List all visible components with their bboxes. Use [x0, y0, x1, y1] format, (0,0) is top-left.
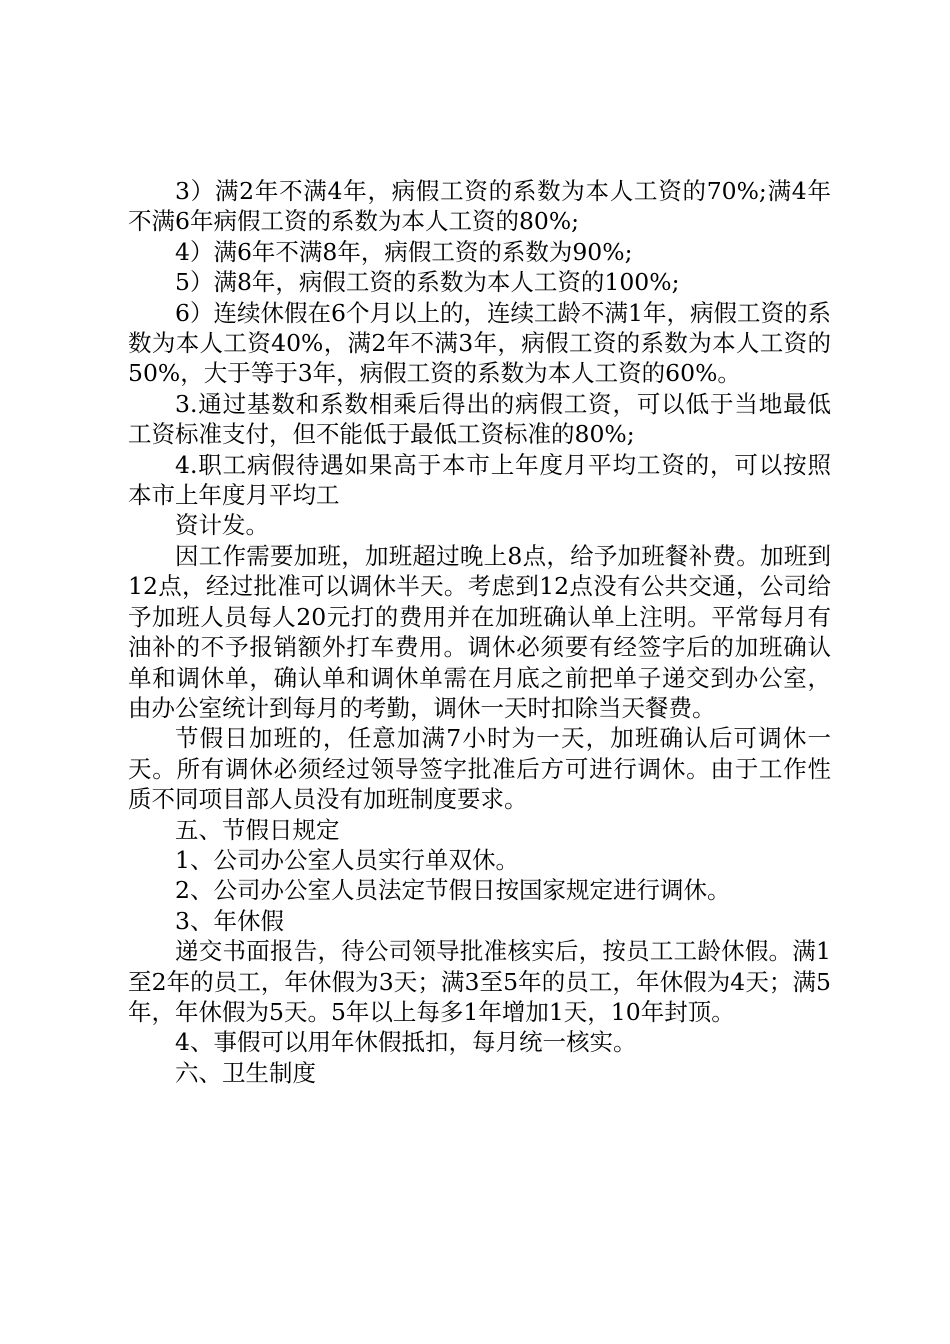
paragraph-average-wage: 4.职工病假待遇如果高于本市上年度月平均工资的，可以按照本市上年度月平均工 [128, 450, 831, 510]
paragraph-holiday-2: 2、公司办公室人员法定节假日按国家规定进行调休。 [175, 876, 731, 905]
paragraph-holiday-overtime: 节假日加班的，任意加满7小时为一天，加班确认后可调休一天。所有调休必须经过领导签字批准后方可进行调休。由于工作性质不同项目部人员没有加班制度要求。 [128, 724, 831, 814]
heading-holiday-rules: 五、节假日规定 [175, 815, 340, 844]
paragraph-average-wage-cont: 资计发。 [175, 511, 269, 540]
paragraph-minimum-wage: 3.通过基数和系数相乘后得出的病假工资，可以低于当地最低工资标准支付，但不能低于最低工资标准的80%; [128, 389, 831, 449]
paragraph-annual-leave: 递交书面报告，待公司领导批准核实后，按员工工龄休假。满1至2年的员工，年休假为3天；满3至5年的员工，年休假为4天；满5年，年休假为5天。5年以上每多1年增加1天，10年封顶。 [128, 937, 831, 1026]
paragraph-sick-pay-5: 5）满8年，病假工资的系数为本人工资的100%; [175, 268, 680, 297]
paragraph-overtime: 因工作需要加班，加班超过晚上8点，给予加班餐补费。加班到12点，经过批准可以调休半天。考虑到12点没有公共交通，公司给予加班人员每人20元打的费用并在加班确认单上注明。平常每月有油补的不予报销额外打车费用。调休必须要有经签字后的加班确认单和调休单，确认单和调休单需在月底之前把单子递交到办公室，由办公室统计到每月的考勤，调休一天时扣除当天餐费。 [128, 541, 831, 722]
paragraph-sick-pay-3: 3）满2年不满4年，病假工资的系数为本人工资的70%;满4年不满6年病假工资的系数为本人工资的80%; [128, 177, 831, 236]
paragraph-personal-leave: 4、事假可以用年休假抵扣，每月统一核实。 [175, 1028, 637, 1057]
paragraph-sick-pay-4: 4）满6年不满8年，病假工资的系数为90%; [175, 237, 633, 266]
paragraph-holiday-1: 1、公司办公室人员实行单双休。 [175, 845, 519, 874]
paragraph-holiday-3: 3、年休假 [175, 906, 284, 935]
document-body [128, 176, 831, 1088]
heading-hygiene: 六、卫生制度 [175, 1058, 316, 1087]
paragraph-sick-pay-6: 6）连续休假在6个月以上的，连续工龄不满1年，病假工资的系数为本人工资40%，满2年不满3年，病假工资的系数为本人工资的50%，大于等于3年，病假工资的系数为本人工资的60%。 [128, 298, 831, 388]
